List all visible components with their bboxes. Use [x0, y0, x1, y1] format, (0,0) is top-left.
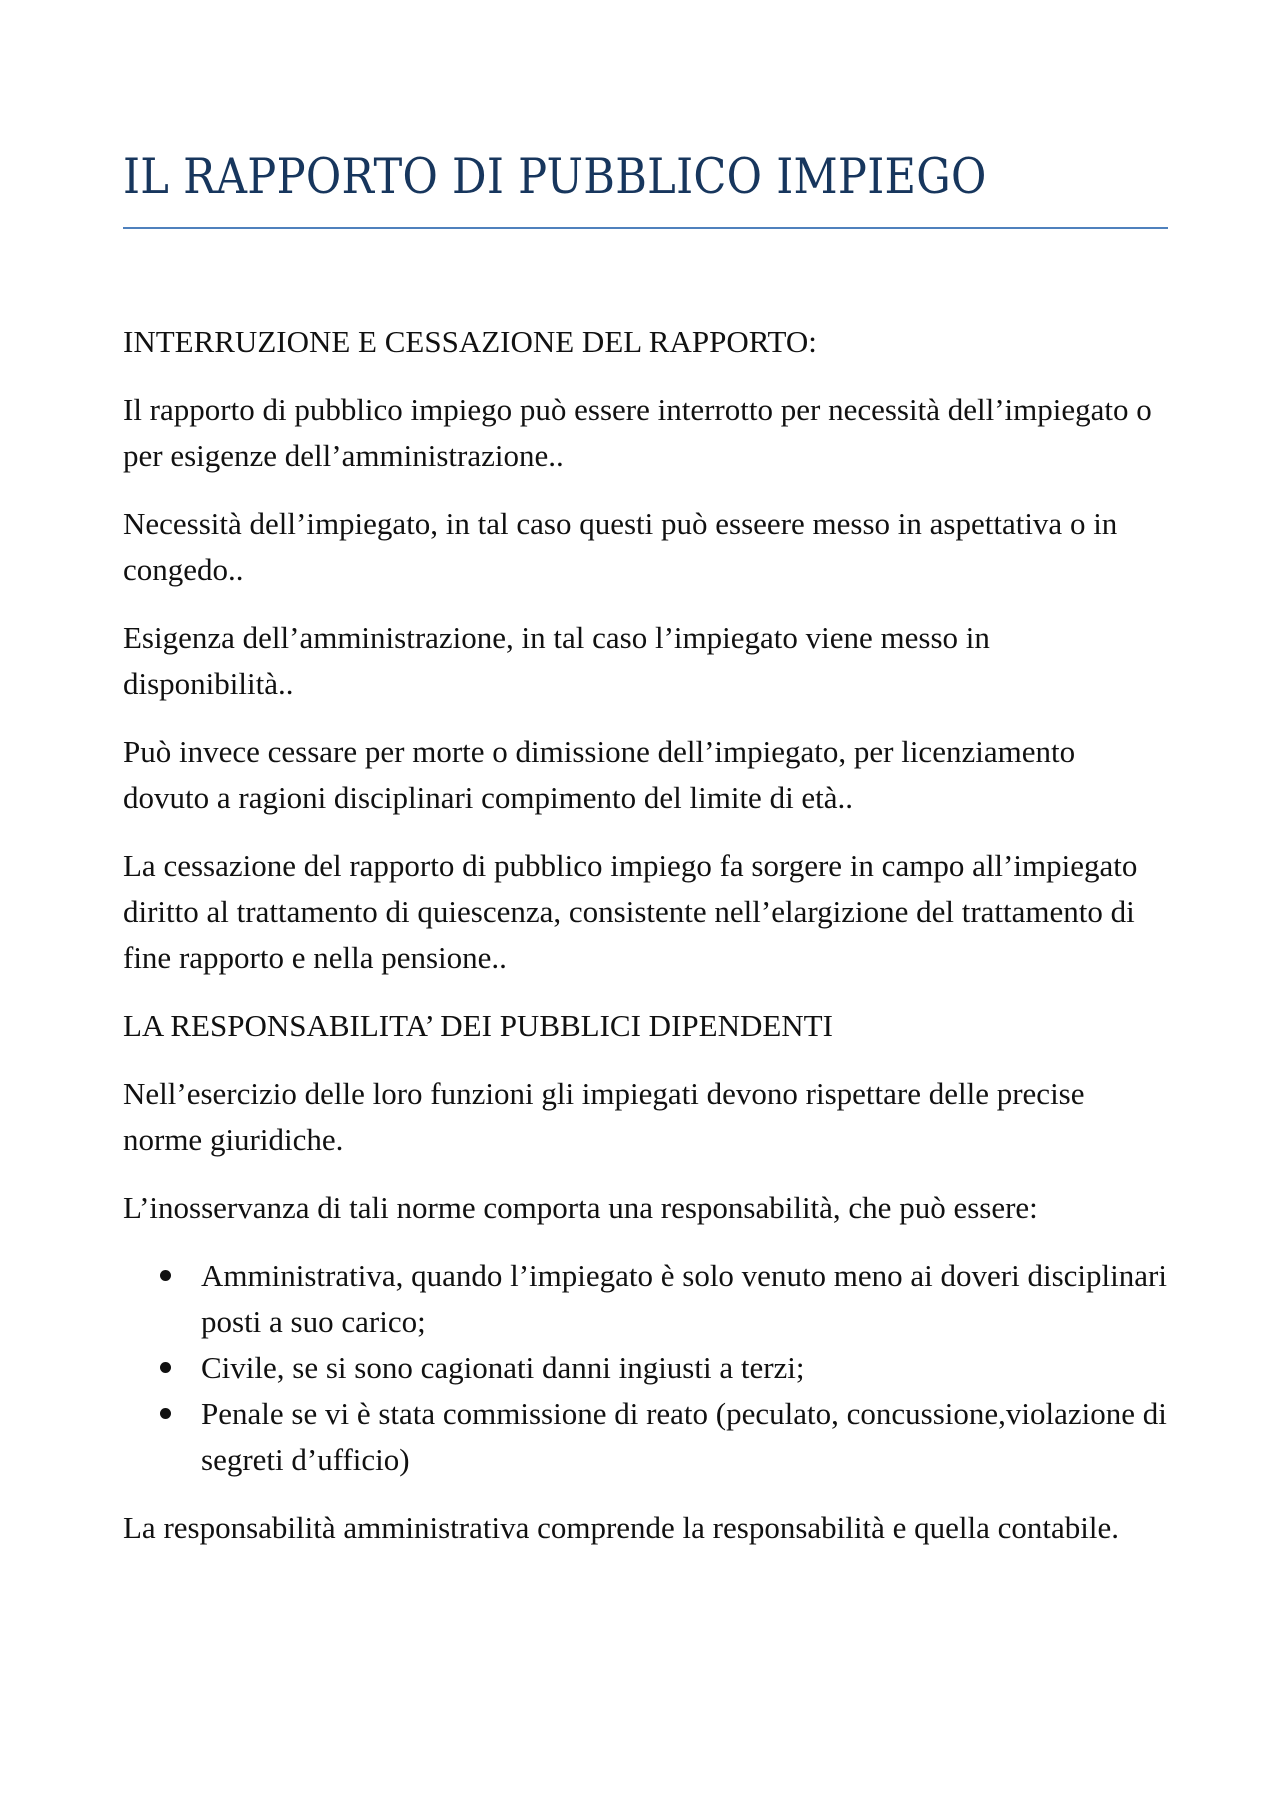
- bullet-icon: [160, 1408, 171, 1419]
- document-body: [123, 319, 1168, 1573]
- paragraph: Nell’esercizio delle loro funzioni gli impiegati devono rispettare delle precise norme giuridiche.: [123, 1076, 1085, 1157]
- list-item-text: Amministrativa, quando l’impiegato è solo venuto meno ai doveri disciplinari posti a suo carico;: [201, 1258, 1167, 1339]
- bullet-icon: [160, 1362, 171, 1373]
- list-item: [201, 1253, 1168, 1345]
- paragraph: Esigenza dell’amministrazione, in tal caso l’impiegato viene messo in disponibilità..: [123, 620, 990, 701]
- section-heading-interruzione: INTERRUZIONE E CESSAZIONE DEL RAPPORTO:: [123, 324, 817, 359]
- paragraph: Il rapporto di pubblico impiego può essere interrotto per necessità dell’impiegato o per esigenze dell’amministrazione..: [123, 392, 1152, 473]
- page-title: IL RAPPORTO DI PUBBLICO IMPIEGO: [123, 148, 987, 205]
- section-heading-responsabilita: LA RESPONSABILITA’ DEI PUBBLICI DIPENDENTI: [123, 1008, 833, 1043]
- responsibility-list: [123, 1253, 1168, 1483]
- paragraph: L’inosservanza di tali norme comporta una responsabilità, che può essere:: [123, 1190, 1038, 1225]
- paragraph: Necessità dell’impiegato, in tal caso questi può esseere messo in aspettativa o in congedo..: [123, 506, 1118, 587]
- paragraph: Può invece cessare per morte o dimissione dell’impiegato, per licenziamento dovuto a ragioni disciplinari compimento del limite di età..: [123, 734, 1076, 815]
- list-item: [201, 1345, 1168, 1391]
- title-underline: [123, 227, 1168, 229]
- closing-paragraph: La responsabilità amministrativa comprende la responsabilità e quella contabile.: [123, 1510, 1119, 1545]
- list-item: [201, 1391, 1168, 1483]
- list-item-text: Penale se vi è stata commissione di reato (peculato, concussione,violazione di segreti d’ufficio): [201, 1396, 1167, 1477]
- paragraph: La cessazione del rapporto di pubblico impiego fa sorgere in campo all’impiegato diritto al trattamento di quiescenza, consistente nell’elargizione del trattamento di fine rapporto e nella pensione..: [123, 848, 1138, 975]
- bullet-icon: [160, 1270, 171, 1281]
- list-item-text: Civile, se si sono cagionati danni ingiusti a terzi;: [201, 1350, 805, 1385]
